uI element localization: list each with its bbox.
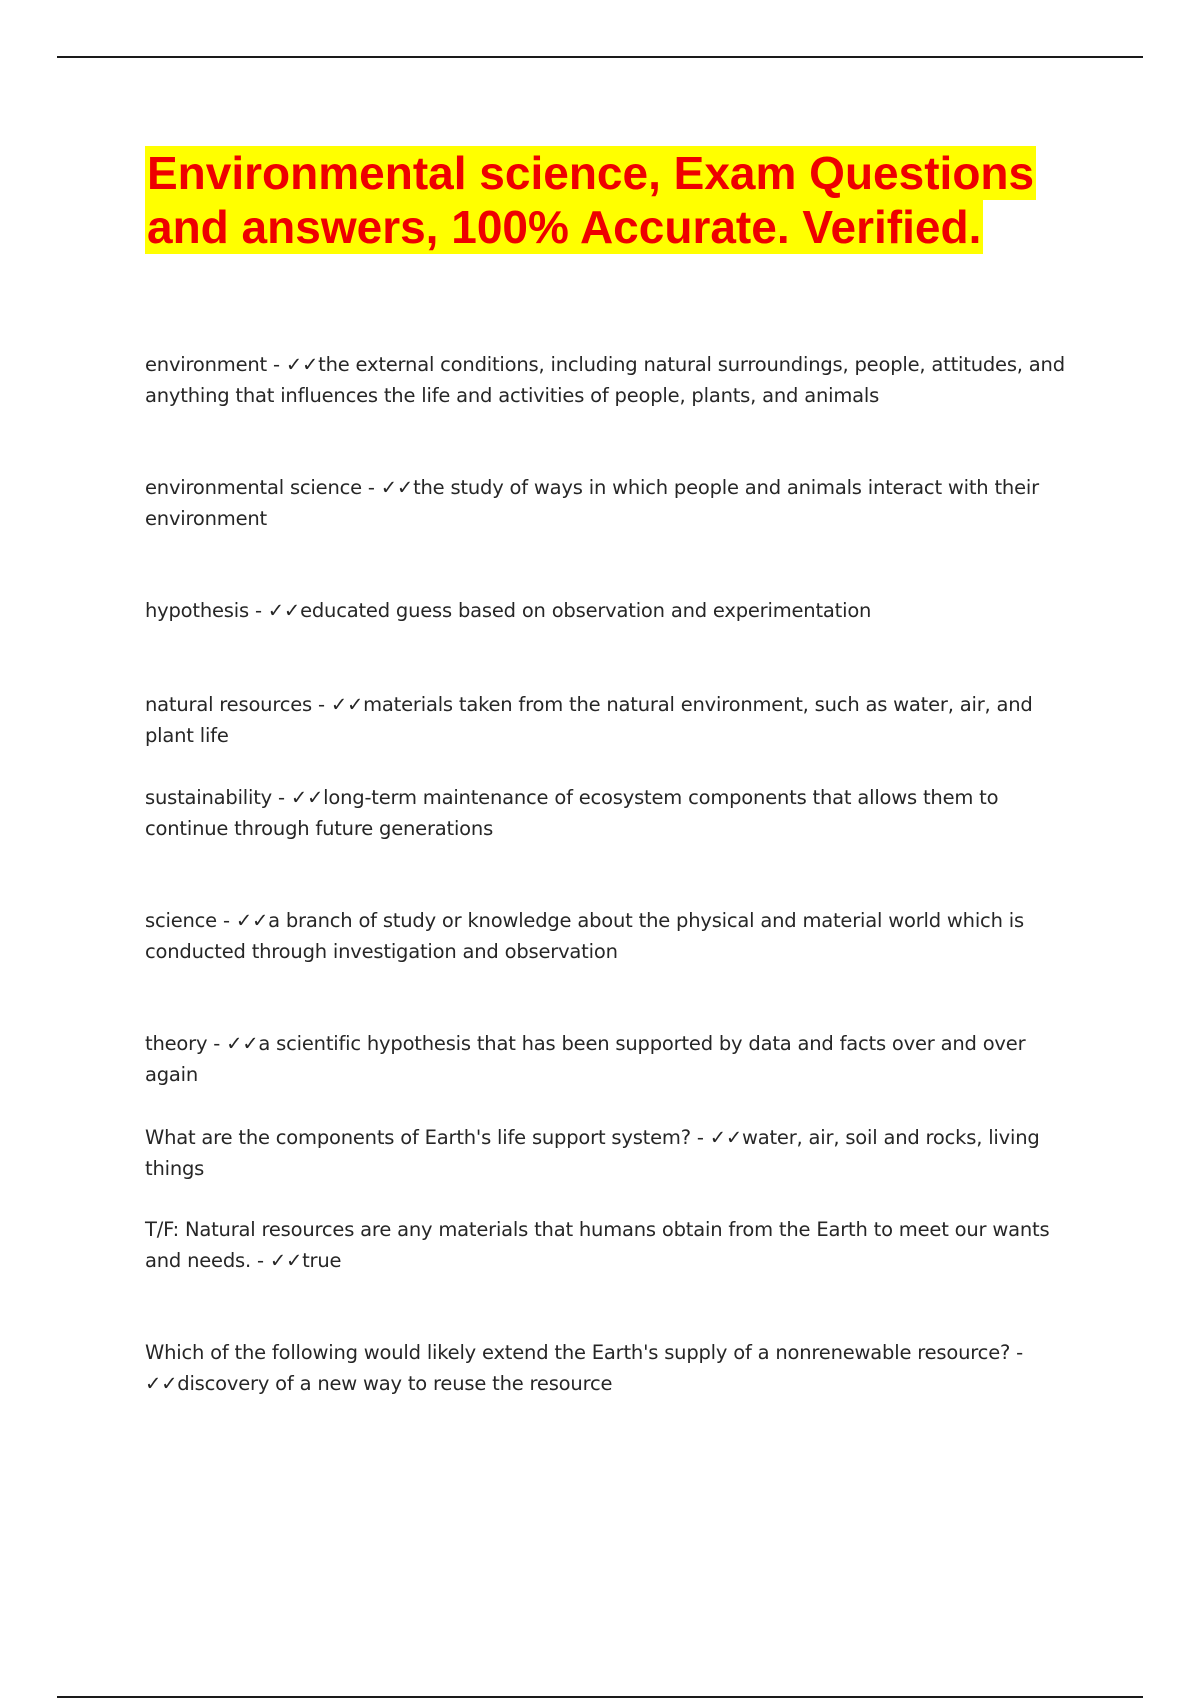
qa-entry-hypothesis bbox=[145, 595, 1075, 626]
qa-entry-environmental-science bbox=[145, 472, 1075, 534]
entry-term: environmental science bbox=[145, 476, 362, 499]
check-mark-icon: - ✓✓ bbox=[207, 1032, 259, 1055]
check-mark-icon: - ✓✓ bbox=[690, 1126, 742, 1149]
entry-answer: educated guess based on observation and experimentation bbox=[300, 599, 872, 622]
entry-answer: a scientific hypothesis that has been supported by data and facts over and over again bbox=[145, 1032, 1026, 1086]
entry-term: natural resources bbox=[145, 693, 312, 716]
entry-term: hypothesis bbox=[145, 599, 249, 622]
qa-entry-true-false bbox=[145, 1214, 1075, 1276]
qa-entry-environment bbox=[145, 349, 1075, 411]
qa-entry-sustainability bbox=[145, 782, 1075, 844]
qa-entry-theory bbox=[145, 1028, 1075, 1090]
entry-answer: a branch of study or knowledge about the physical and material world which is conducted through investigation and observation bbox=[145, 909, 1024, 963]
entry-term: sustainability bbox=[145, 786, 273, 809]
entry-answer: the external conditions, including natural surroundings, people, attitudes, and anything that influences the life and activities of people, plants, and animals bbox=[145, 353, 1065, 407]
check-mark-icon: - ✓✓ bbox=[216, 909, 269, 932]
entry-term: science bbox=[145, 909, 217, 932]
check-mark-icon: - ✓✓ bbox=[272, 786, 324, 809]
entry-term: What are the components of Earth's life support system? bbox=[145, 1126, 691, 1149]
qa-entry-science bbox=[145, 905, 1075, 967]
entry-answer: true bbox=[302, 1249, 342, 1272]
check-mark-icon: - ✓✓ bbox=[267, 353, 319, 376]
check-mark-icon: - ✓✓ bbox=[312, 693, 364, 716]
entry-term: environment bbox=[145, 353, 267, 376]
check-mark-icon: - ✓✓ bbox=[361, 476, 414, 499]
bottom-rule bbox=[57, 1696, 1143, 1698]
entry-answer: water, air, soil and rocks, living things bbox=[145, 1126, 1040, 1180]
top-rule bbox=[57, 56, 1143, 58]
entry-answer: materials taken from the natural environment, such as water, air, and plant life bbox=[145, 693, 1033, 747]
check-mark-icon: - ✓✓ bbox=[248, 599, 301, 622]
entry-answer: long-term maintenance of ecosystem components that allows them to continue through future generations bbox=[145, 786, 999, 840]
entry-term: theory bbox=[145, 1032, 208, 1055]
entry-term: Which of the following would likely extend the Earth's supply of a nonrenewable resource? bbox=[145, 1341, 1011, 1364]
title-line-1: Environmental science, Exam Questions bbox=[147, 147, 1035, 199]
entry-answer: discovery of a new way to reuse the resource bbox=[177, 1372, 613, 1395]
qa-entry-life-support-system bbox=[145, 1122, 1075, 1184]
document-title bbox=[145, 146, 1093, 254]
entry-term: T/F: Natural resources are any materials that humans obtain from the Earth to meet our wants and needs. bbox=[145, 1218, 1050, 1272]
title-line-2: and answers, 100% Accurate. Verified. bbox=[147, 201, 982, 253]
qa-entry-natural-resources bbox=[145, 689, 1075, 751]
check-mark-icon: - ✓✓ bbox=[250, 1249, 303, 1272]
entry-answer: the study of ways in which people and animals interact with their environment bbox=[145, 476, 1039, 530]
check-mark-icon: - ✓✓ bbox=[145, 1341, 1023, 1395]
qa-entry-nonrenewable-resource bbox=[145, 1337, 1075, 1399]
